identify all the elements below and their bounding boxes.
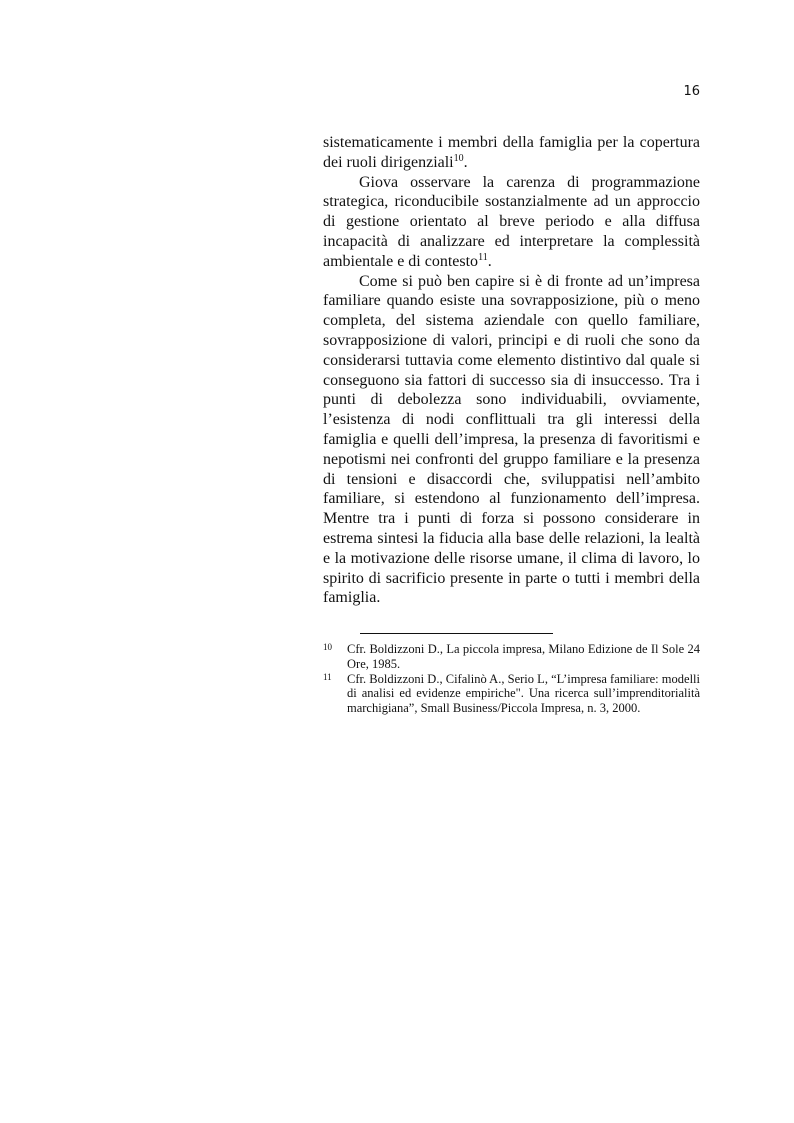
footnote-number: 10: [323, 642, 332, 652]
footnote-reference: 11: [478, 251, 488, 263]
paragraph-impresa-familiare: [323, 272, 700, 609]
footnotes: [323, 642, 700, 716]
paragraph-programmazione: [323, 173, 700, 272]
paragraph-punctuation: .: [463, 153, 468, 171]
page-number: 16: [683, 84, 700, 99]
body-text: [323, 133, 700, 608]
paragraph-text: Giova osservare la carenza di programmazione strategica, riconducibile sostanzialmente ad un approccio di gestione orientato al breve periodo e alla diffusa incapacità di analizzare ed interpretare la complessità ambientale e di contesto: [323, 173, 700, 270]
paragraph-continuation: [323, 133, 700, 173]
footnote-text: Cfr. Boldizzoni D., La piccola impresa, Milano Edizione de Il Sole 24 Ore, 1985.: [347, 642, 700, 671]
footnote-10: [323, 642, 700, 672]
footnote-11: [323, 672, 700, 716]
paragraph-text: sistematicamente i membri della famiglia per la copertura dei ruoli dirigenziali: [323, 134, 700, 171]
footnote-separator: [360, 633, 553, 634]
paragraph-punctuation: .: [487, 252, 492, 270]
paragraph-text: Come si può ben capire si è di fronte ad un’impresa familiare quando esiste una sovrapposizione, più o meno completa, del sistema aziendale con quello familiare, sovrapposizione di valori, principi e di ruoli che sono da considerarsi tuttavia come elemento distintivo dal quale si conseguono sia fattori di successo sia di insuccesso. Tra i punti di debolezza sono individuabili, ovviamente, l’esistenza di nodi conflittuali tra gli interessi della famiglia e quelli dell’impresa, la presenza di favoritismi e nepotismi nei confronti del gruppo familiare e la presenza di tensioni e disaccordi che, sviluppatisi nell’ambito familiare, si estendono al funzionamento dell’impresa. Mentre tra i punti di forza si possono considerare in estrema sintesi la fiducia alla base delle relazioni, la lealtà e la motivazione delle risorse umane, il clima di lavoro, lo spirito di sacrificio presente in parte o tutti i membri della famiglia.: [323, 272, 700, 607]
footnote-number: 11: [323, 671, 332, 682]
footnote-reference: 10: [453, 152, 464, 164]
footnote-text: Cfr. Boldizzoni D., Cifalinò A., Serio L, “L’impresa familiare: modelli di analisi ed evidenze empiriche". Una ricerca sull’imprenditorialità marchigiana”, Small Business/Piccola Impresa, n. 3, 2000.: [347, 671, 700, 716]
